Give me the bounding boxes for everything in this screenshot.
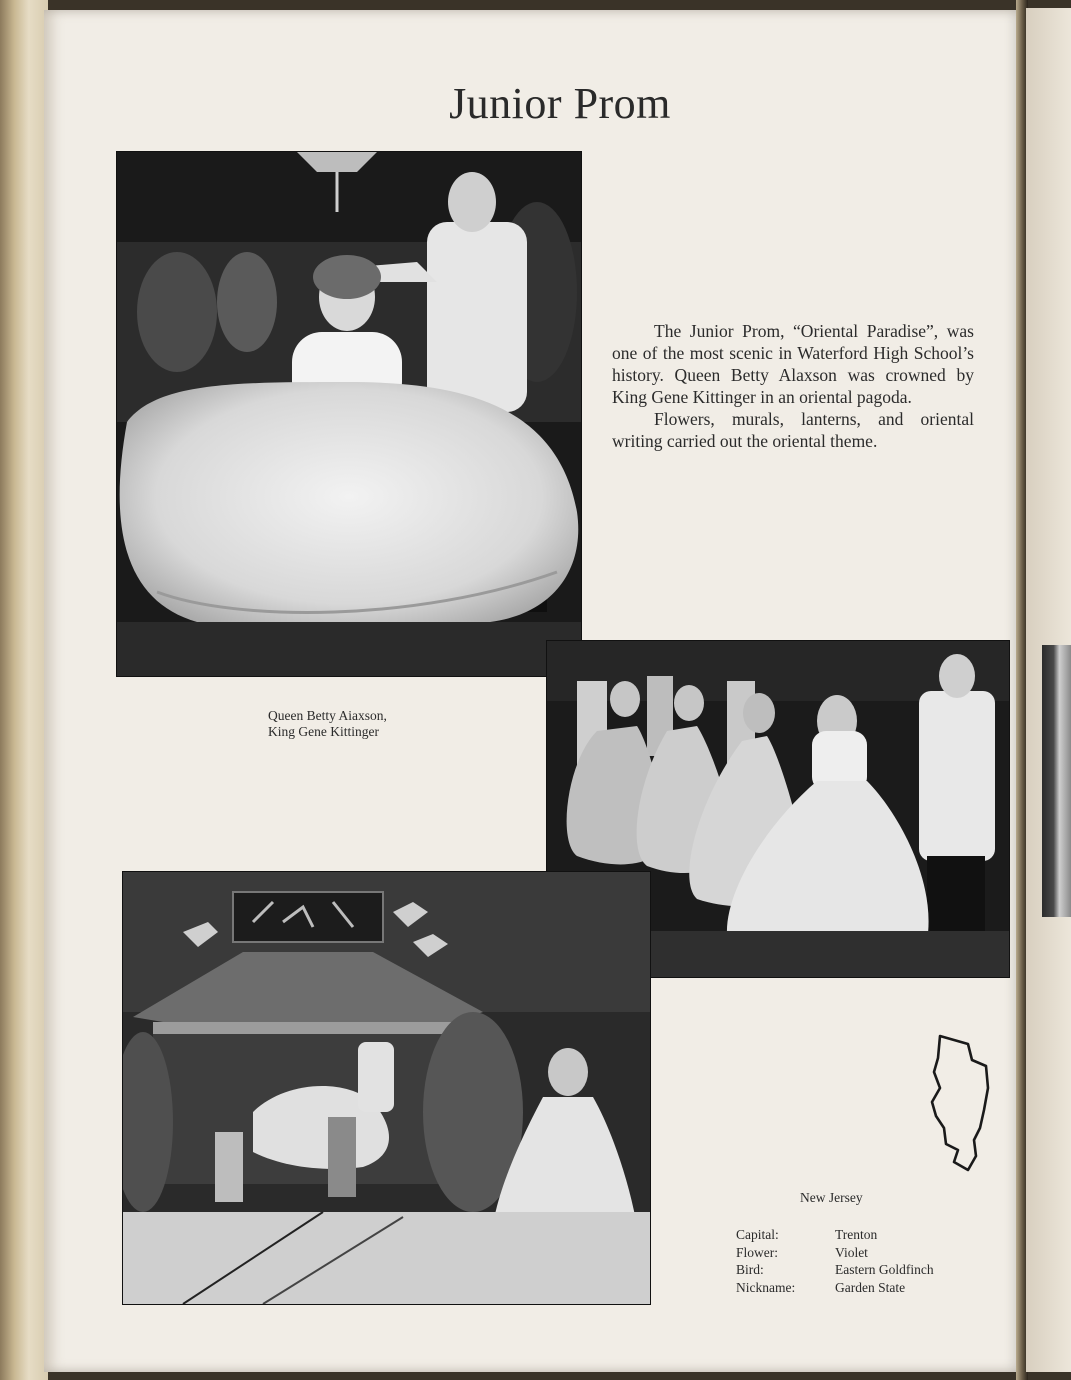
fact-value: Eastern Goldfinch [835, 1262, 934, 1277]
caption-line: Queen Betty Aiaxson, [268, 708, 387, 723]
caption-line: King Gene Kittinger [268, 724, 379, 739]
state-fact-row [736, 1244, 934, 1262]
article-paragraph: The Junior Prom, “Oriental Paradise”, was one of the most scenic in Waterford High School’s history. Queen Betty Alaxson was crowned by King Gene Kittinger in an oriental pagoda. [612, 321, 974, 407]
fact-label: Nickname: [736, 1279, 796, 1295]
state-fact-row [736, 1261, 934, 1279]
state-fact-row [736, 1279, 934, 1297]
photo-caption [268, 708, 468, 740]
facing-page-photo-fragment [1042, 645, 1071, 917]
state-fact-row [736, 1226, 934, 1244]
photo-oriental-pagoda [123, 872, 650, 1304]
article-text [612, 320, 974, 452]
fact-value: Garden State [835, 1279, 906, 1295]
fact-label: Flower: [736, 1244, 778, 1260]
new-jersey-outline-icon [928, 1032, 994, 1174]
fact-value: Violet [835, 1244, 868, 1260]
state-facts-table [736, 1226, 934, 1296]
fact-label: Bird: [736, 1262, 764, 1277]
fact-label: Capital: [736, 1227, 779, 1242]
fact-value: Trenton [835, 1227, 878, 1242]
photo-crowning-queen [117, 152, 581, 676]
page-title: Junior Prom [449, 79, 671, 128]
article-paragraph: Flowers, murals, lanterns, and oriental writing carried out the oriental theme. [612, 409, 974, 451]
book-binding-left [0, 0, 48, 1380]
state-box-title: New Jersey [800, 1190, 863, 1205]
